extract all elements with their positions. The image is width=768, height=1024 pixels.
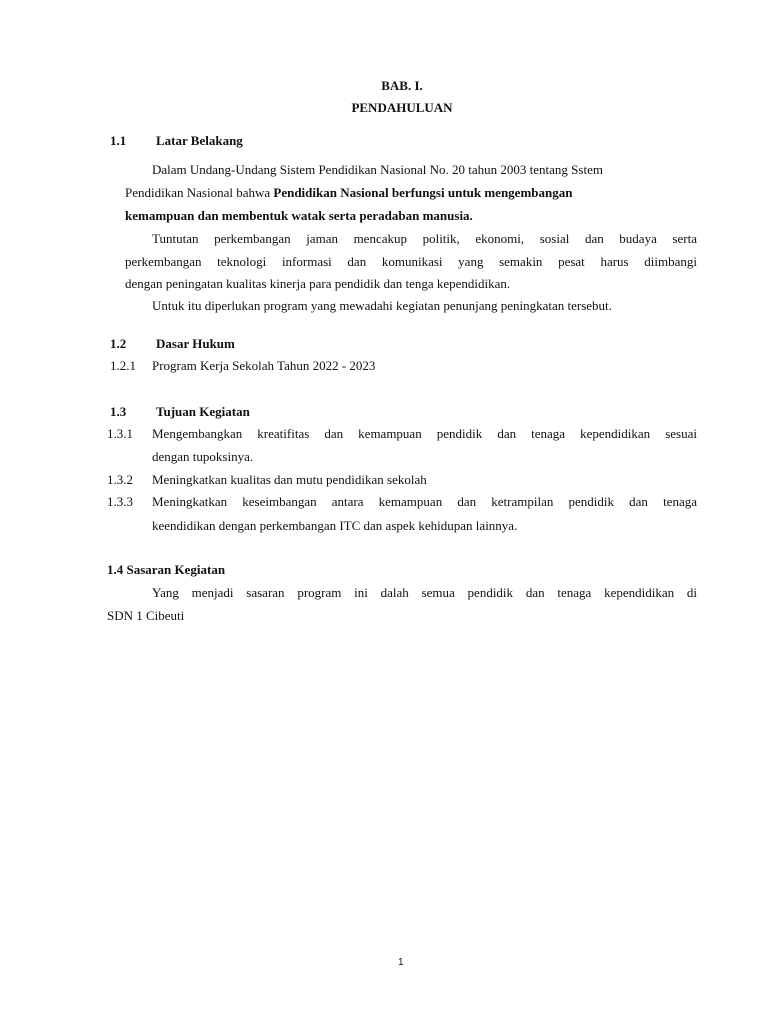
list-item-text: Program Kerja Sekolah Tahun 2022 - 2023 bbox=[152, 358, 376, 373]
paragraph-1-line-2-normal: Pendidikan Nasional bahwa bbox=[125, 185, 274, 200]
section-1-1-number: 1.1 bbox=[110, 133, 127, 148]
list-item-number: 1.3.3 bbox=[107, 494, 133, 509]
list-item-number: 1.2.1 bbox=[110, 358, 136, 373]
list-item-number: 1.3.1 bbox=[107, 426, 133, 441]
page-number: 1 bbox=[398, 957, 404, 968]
paragraph-1-line-2-bold: Pendidikan Nasional berfungsi untuk mengembangan bbox=[273, 185, 573, 200]
section-1-2-heading: Dasar Hukum bbox=[156, 336, 235, 351]
section-1-4-line-1: Yang menjadi sasaran program ini dalah semua pendidik dan tenaga kependidikan di bbox=[152, 585, 697, 600]
list-item-text-continued: dengan tupoksinya. bbox=[152, 449, 254, 464]
section-1-4-line-2: SDN 1 Cibeuti bbox=[107, 608, 185, 623]
list-item-text: Mengembangkan kreatifitas dan kemampuan pendidik dan tenaga kependidikan sesuai bbox=[152, 426, 697, 441]
paragraph-1-line-3: kemampuan dan membentuk watak serta peradaban manusia. bbox=[125, 208, 473, 223]
section-1-4-heading: 1.4 Sasaran Kegiatan bbox=[107, 562, 226, 577]
list-item-text-continued: keendidikan dengan perkembangan ITC dan aspek kehidupan lainnya. bbox=[152, 518, 518, 533]
section-1-1-heading: Latar Belakang bbox=[156, 133, 243, 148]
list-item-number: 1.3.2 bbox=[107, 472, 133, 487]
section-1-3-number: 1.3 bbox=[110, 404, 127, 419]
paragraph-2-line-3: dengan peningatan kualitas kinerja para pendidik dan tenga kependidikan. bbox=[125, 276, 511, 291]
paragraph-2-line-1: Tuntutan perkembangan jaman mencakup politik, ekonomi, sosial dan budaya serta bbox=[152, 231, 697, 246]
list-item-text: Meningkatkan keseimbangan antara kemampuan dan ketrampilan pendidik dan tenaga bbox=[152, 494, 697, 509]
chapter-label: BAB. I. bbox=[381, 78, 423, 93]
paragraph-1-line-2 bbox=[125, 186, 572, 199]
chapter-title: PENDAHULUAN bbox=[351, 100, 453, 115]
section-1-2-number: 1.2 bbox=[110, 336, 127, 351]
paragraph-2-line-2: perkembangan teknologi informasi dan komunikasi yang semakin pesat harus diimbangi bbox=[125, 254, 697, 269]
list-item-text: Meningkatkan kualitas dan mutu pendidikan sekolah bbox=[152, 472, 427, 487]
section-1-3-heading: Tujuan Kegiatan bbox=[156, 404, 250, 419]
paragraph-3-line-1: Untuk itu diperlukan program yang mewadahi kegiatan penunjang peningkatan tersebut. bbox=[152, 298, 612, 313]
paragraph-1-line-1: Dalam Undang-Undang Sistem Pendidikan Nasional No. 20 tahun 2003 tentang Sstem bbox=[152, 162, 603, 177]
